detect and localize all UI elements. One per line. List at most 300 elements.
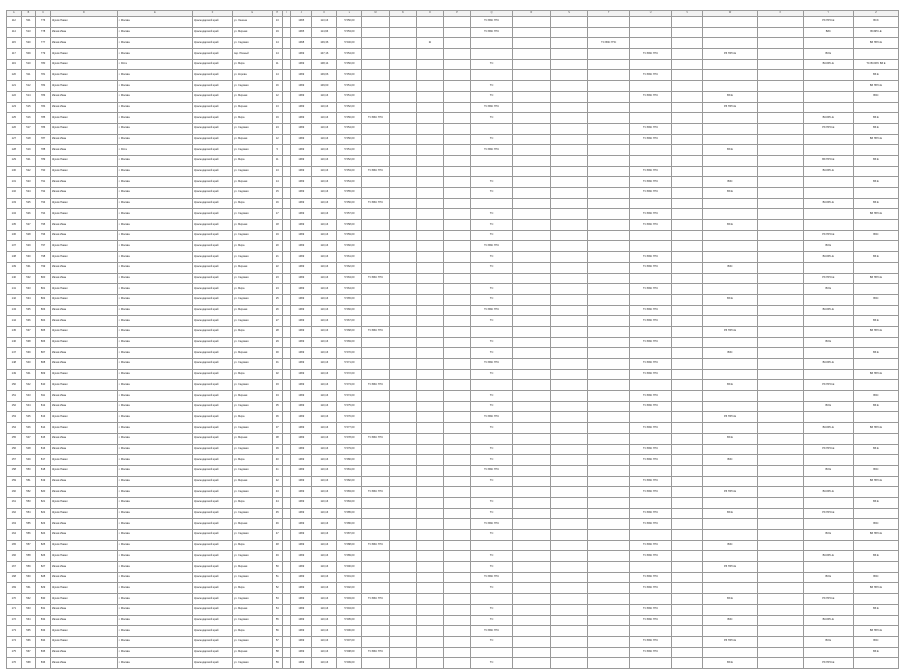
table-cell[interactable] [803,562,853,573]
table-cell[interactable] [444,220,471,231]
table-cell[interactable]: ул. Садовая [232,294,272,305]
table-cell[interactable]: 55 [272,615,282,626]
table-cell[interactable] [389,455,416,466]
table-cell[interactable] [362,252,389,263]
table-cell[interactable]: 798 [36,252,51,263]
table-cell[interactable]: 520 [21,38,36,49]
table-cell[interactable]: 776 [36,17,51,28]
table-cell[interactable] [703,604,757,615]
table-cell[interactable]: 5 591,00 [337,572,362,583]
table-cell[interactable]: 1969 [291,155,312,166]
table-cell[interactable]: Жуков Павел [50,17,117,28]
table-cell[interactable]: ТС ВЗС ГПС [630,166,672,177]
table-cell[interactable] [389,230,416,241]
table-cell[interactable]: ТС ВЗС ГПС [630,209,672,220]
table-cell[interactable] [803,497,853,508]
table-cell[interactable]: ВЗ ПРО-Е [853,81,898,92]
table-cell[interactable] [444,572,471,583]
table-cell[interactable]: 110,16 [312,145,337,156]
table-cell[interactable]: 162 [7,508,22,519]
table-cell[interactable] [389,17,416,28]
table-cell[interactable]: ул. Садовая [232,572,272,583]
table-cell[interactable] [389,615,416,626]
table-cell[interactable]: 121 [7,81,22,92]
table-cell[interactable]: 777 [36,38,51,49]
table-cell[interactable]: Краснодарский край [193,594,233,605]
table-cell[interactable] [283,305,291,316]
table-cell[interactable]: 45 [272,508,282,519]
table-cell[interactable] [588,27,630,38]
table-cell[interactable] [283,658,291,669]
table-cell[interactable] [853,262,898,273]
table-cell[interactable]: 1969 [291,241,312,252]
table-cell[interactable] [416,604,443,615]
table-cell[interactable]: ул. Ленина [232,17,272,28]
table-cell[interactable] [283,615,291,626]
table-cell[interactable] [588,465,630,476]
table-cell[interactable]: ВЗС [853,519,898,530]
table-cell[interactable]: 152 [7,401,22,412]
table-cell[interactable] [283,391,291,402]
table-cell[interactable]: ул. Мира [232,155,272,166]
table-cell[interactable]: ВЗС [853,465,898,476]
table-cell[interactable] [362,38,389,49]
table-cell[interactable]: ВЗ Е [703,220,757,231]
table-cell[interactable] [588,305,630,316]
table-cell[interactable]: 5 551,00 [337,91,362,102]
table-cell[interactable]: ТС ВЗС ГПС [471,145,513,156]
table-cell[interactable]: ТС [471,209,513,220]
table-cell[interactable]: 814 [36,423,51,434]
table-cell[interactable] [283,636,291,647]
table-cell[interactable]: 563 [21,604,36,615]
table-cell[interactable] [513,134,551,145]
table-cell[interactable] [416,337,443,348]
table-cell[interactable]: Ж [416,38,443,49]
table-cell[interactable]: ТС ВЗС ГПС [630,455,672,466]
table-cell[interactable] [444,70,471,81]
table-cell[interactable] [283,49,291,60]
table-cell[interactable]: ВСЗРС-Е [803,59,853,70]
table-cell[interactable] [444,91,471,102]
table-cell[interactable] [513,326,551,337]
table-cell[interactable]: 109,60 [312,81,337,92]
table-cell[interactable]: г. Москва [117,551,192,562]
table-cell[interactable]: 803 [36,305,51,316]
table-cell[interactable]: г. Москва [117,572,192,583]
table-cell[interactable] [588,134,630,145]
table-cell[interactable]: 1969 [291,497,312,508]
table-cell[interactable]: 5 554,00 [337,177,362,188]
table-cell[interactable] [444,145,471,156]
table-cell[interactable] [550,188,588,199]
table-cell[interactable]: 110,16 [312,305,337,316]
table-cell[interactable] [630,198,672,209]
table-cell[interactable]: ТС ВЗС ГПС [630,188,672,199]
table-cell[interactable] [853,284,898,295]
table-cell[interactable]: 811 [36,391,51,402]
table-cell[interactable] [630,326,672,337]
table-cell[interactable] [588,476,630,487]
table-cell[interactable] [671,465,702,476]
table-cell[interactable] [757,433,803,444]
table-cell[interactable] [513,562,551,573]
table-cell[interactable] [362,401,389,412]
table-cell[interactable]: ТС ВЗС ГПС [471,572,513,583]
table-cell[interactable] [416,369,443,380]
table-cell[interactable] [416,59,443,70]
table-cell[interactable] [703,444,757,455]
table-cell[interactable] [444,455,471,466]
table-cell[interactable]: 5 592,00 [337,583,362,594]
table-cell[interactable]: ВЗС [703,177,757,188]
table-cell[interactable]: 134 [7,209,22,220]
table-cell[interactable]: 164 [7,530,22,541]
table-cell[interactable] [513,177,551,188]
table-cell[interactable] [671,252,702,263]
table-cell[interactable] [588,455,630,466]
table-cell[interactable] [588,604,630,615]
table-cell[interactable]: Ивлев Иван [50,102,117,113]
table-cell[interactable]: 22 [272,262,282,273]
table-cell[interactable]: ВЗ Е [853,444,898,455]
table-cell[interactable]: 1969 [291,81,312,92]
table-cell[interactable] [588,241,630,252]
table-cell[interactable] [550,284,588,295]
table-cell[interactable] [757,316,803,327]
table-cell[interactable] [803,604,853,615]
table-cell[interactable] [389,284,416,295]
table-cell[interactable]: 5 599,00 [337,658,362,669]
table-cell[interactable]: РЗ ПРО-Е [803,508,853,519]
table-cell[interactable] [283,647,291,658]
table-cell[interactable]: ТС ВЗС ГПС [362,487,389,498]
table-cell[interactable] [703,519,757,530]
table-cell[interactable] [513,166,551,177]
column-header[interactable]: Q [471,11,513,17]
table-cell[interactable] [513,594,551,605]
table-cell[interactable] [283,123,291,134]
table-cell[interactable]: Жуков Павел [50,551,117,562]
table-cell[interactable] [416,252,443,263]
table-cell[interactable]: ВСЗРС-Е [853,27,898,38]
table-cell[interactable] [803,348,853,359]
table-cell[interactable]: 115 [7,38,22,49]
table-cell[interactable] [588,530,630,541]
table-cell[interactable] [703,230,757,241]
table-cell[interactable]: ТС ВЗС ГПС [630,572,672,583]
table-cell[interactable]: ТС [471,284,513,295]
table-cell[interactable]: Краснодарский край [193,220,233,231]
table-cell[interactable]: ВЗ Е [853,252,898,263]
table-cell[interactable]: 44 [272,497,282,508]
table-cell[interactable]: 545 [21,412,36,423]
table-cell[interactable] [471,433,513,444]
table-cell[interactable]: 521 [21,155,36,166]
table-cell[interactable]: ул. Мирная [232,476,272,487]
table-cell[interactable] [389,49,416,60]
table-cell[interactable] [671,38,702,49]
table-cell[interactable] [416,562,443,573]
table-cell[interactable]: Ивлев Иван [50,658,117,669]
table-cell[interactable]: Краснодарский край [193,209,233,220]
table-cell[interactable] [757,626,803,637]
table-cell[interactable] [550,497,588,508]
table-cell[interactable]: 144 [7,316,22,327]
table-cell[interactable]: ТС ВЗС ГПС [362,273,389,284]
table-cell[interactable] [803,81,853,92]
table-cell[interactable] [588,487,630,498]
table-cell[interactable]: 782 [36,81,51,92]
table-cell[interactable]: 525 [21,198,36,209]
table-cell[interactable] [550,551,588,562]
table-cell[interactable] [444,348,471,359]
table-cell[interactable] [444,177,471,188]
table-cell[interactable] [703,572,757,583]
table-cell[interactable]: 110,16 [312,583,337,594]
table-cell[interactable]: 791 [36,177,51,188]
table-cell[interactable]: ТС [471,369,513,380]
table-cell[interactable] [588,294,630,305]
table-cell[interactable] [588,220,630,231]
table-cell[interactable]: ТС [471,551,513,562]
table-cell[interactable] [283,220,291,231]
table-cell[interactable] [588,113,630,124]
table-cell[interactable] [550,369,588,380]
table-cell[interactable] [389,262,416,273]
table-cell[interactable]: г. Москва [117,252,192,263]
table-cell[interactable]: ТС ВЗС ГПС [630,359,672,370]
table-cell[interactable]: 804 [36,316,51,327]
table-cell[interactable] [389,91,416,102]
table-cell[interactable]: г. Москва [117,444,192,455]
table-cell[interactable] [416,423,443,434]
table-cell[interactable]: 117 [7,49,22,60]
table-cell[interactable]: 110,16 [312,262,337,273]
table-cell[interactable] [416,540,443,551]
table-cell[interactable]: ВЗ ПРО-Е [853,273,898,284]
table-cell[interactable]: ВСЗРС-Е [803,252,853,263]
table-cell[interactable]: 130 [7,166,22,177]
table-cell[interactable] [588,17,630,28]
table-cell[interactable]: Жуков Павел [50,241,117,252]
table-cell[interactable] [853,337,898,348]
table-cell[interactable]: 34 [272,391,282,402]
table-cell[interactable]: ул. Мира [232,583,272,594]
table-cell[interactable]: 5 553,00 [337,27,362,38]
table-cell[interactable]: 540 [21,359,36,370]
table-cell[interactable]: 1969 [291,134,312,145]
table-cell[interactable]: ВЗ Е [853,113,898,124]
table-cell[interactable] [550,476,588,487]
table-cell[interactable] [444,465,471,476]
table-cell[interactable]: 5 564,00 [337,284,362,295]
table-cell[interactable]: 5 586,00 [337,519,362,530]
table-cell[interactable]: 147 [7,348,22,359]
table-cell[interactable] [513,188,551,199]
table-cell[interactable] [444,123,471,134]
table-cell[interactable] [671,423,702,434]
table-cell[interactable]: ТС [471,658,513,669]
table-cell[interactable]: Ивлев Иван [50,230,117,241]
table-cell[interactable] [703,423,757,434]
table-cell[interactable]: 43 [272,487,282,498]
table-cell[interactable] [283,134,291,145]
table-cell[interactable]: ВЗ Е [853,551,898,562]
table-cell[interactable] [703,241,757,252]
table-cell[interactable] [513,604,551,615]
table-cell[interactable]: 5 569,00 [337,337,362,348]
table-cell[interactable] [588,337,630,348]
table-cell[interactable]: 110,16 [312,326,337,337]
table-cell[interactable] [389,369,416,380]
table-cell[interactable]: 17 [272,209,282,220]
table-cell[interactable]: 797 [36,241,51,252]
table-cell[interactable]: 114,96 [312,27,337,38]
table-cell[interactable]: 816 [36,444,51,455]
table-cell[interactable]: 820 [36,487,51,498]
table-cell[interactable] [444,134,471,145]
table-cell[interactable]: Краснодарский край [193,177,233,188]
table-cell[interactable]: ВЗ Е [703,380,757,391]
table-cell[interactable]: 5 595,00 [337,615,362,626]
table-cell[interactable]: 828 [36,572,51,583]
table-cell[interactable] [416,230,443,241]
table-cell[interactable] [671,102,702,113]
table-cell[interactable]: 554 [21,508,36,519]
column-header[interactable]: U [630,11,672,17]
table-cell[interactable]: ВСЗРС-Е [803,551,853,562]
table-cell[interactable] [757,166,803,177]
table-cell[interactable]: 42 [272,476,282,487]
table-cell[interactable]: 1969 [291,519,312,530]
table-cell[interactable] [757,284,803,295]
table-cell[interactable] [513,113,551,124]
table-cell[interactable] [671,27,702,38]
table-cell[interactable] [513,401,551,412]
table-cell[interactable] [513,540,551,551]
table-cell[interactable] [362,230,389,241]
table-cell[interactable] [416,145,443,156]
table-cell[interactable]: 557 [21,540,36,551]
table-cell[interactable] [550,433,588,444]
table-cell[interactable] [588,508,630,519]
table-cell[interactable] [389,626,416,637]
table-cell[interactable]: г. Москва [117,38,192,49]
table-cell[interactable] [853,412,898,423]
table-cell[interactable] [757,188,803,199]
table-cell[interactable] [703,70,757,81]
table-cell[interactable]: ул. Садовая [232,551,272,562]
table-cell[interactable] [588,412,630,423]
table-cell[interactable] [588,198,630,209]
table-cell[interactable]: 779 [36,49,51,60]
table-cell[interactable] [389,155,416,166]
table-cell[interactable] [416,626,443,637]
table-cell[interactable]: ТС ВЗС ГПС [630,337,672,348]
table-cell[interactable]: РЗ ПРО-Е [703,412,757,423]
table-cell[interactable]: Жуков Павел [50,198,117,209]
table-cell[interactable]: ТС [471,220,513,231]
table-cell[interactable] [471,166,513,177]
table-cell[interactable]: 510 [21,59,36,70]
table-cell[interactable] [757,540,803,551]
table-cell[interactable] [550,27,588,38]
table-cell[interactable]: г. Москва [117,658,192,669]
table-cell[interactable]: ул. Садовая [232,423,272,434]
table-cell[interactable]: 825 [36,540,51,551]
table-cell[interactable] [550,562,588,573]
table-cell[interactable] [588,316,630,327]
table-cell[interactable] [444,647,471,658]
table-cell[interactable]: 110,16 [312,166,337,177]
table-cell[interactable] [513,369,551,380]
table-cell[interactable] [550,81,588,92]
table-cell[interactable]: 110,16 [312,615,337,626]
table-cell[interactable] [803,220,853,231]
table-cell[interactable]: 110,16 [312,562,337,573]
table-cell[interactable] [757,615,803,626]
table-cell[interactable] [283,572,291,583]
table-cell[interactable] [853,49,898,60]
column-header[interactable]: P [444,11,471,17]
table-cell[interactable]: 561 [21,583,36,594]
table-cell[interactable] [416,583,443,594]
table-cell[interactable] [513,316,551,327]
table-cell[interactable] [853,562,898,573]
table-cell[interactable] [630,497,672,508]
table-cell[interactable]: ВСЗ [853,17,898,28]
table-cell[interactable]: 1969 [291,380,312,391]
table-cell[interactable] [362,636,389,647]
table-cell[interactable]: г. Москва [117,647,192,658]
table-cell[interactable] [853,166,898,177]
table-cell[interactable]: ВЗ Е [853,198,898,209]
table-cell[interactable]: ТС [471,252,513,263]
table-cell[interactable]: 146 [7,337,22,348]
table-cell[interactable]: Жуков Павел [50,380,117,391]
table-cell[interactable]: 110,16 [312,658,337,669]
table-cell[interactable]: 1969 [291,284,312,295]
table-cell[interactable] [671,530,702,541]
column-header[interactable]: M [362,11,389,17]
table-cell[interactable]: 829 [36,583,51,594]
table-cell[interactable]: ул. Садовая [232,594,272,605]
table-cell[interactable] [757,230,803,241]
table-cell[interactable]: 819 [36,476,51,487]
table-cell[interactable]: 550 [21,465,36,476]
table-cell[interactable]: 32 [272,369,282,380]
table-cell[interactable]: ВЗ ПРО-Е [853,626,898,637]
table-cell[interactable] [550,530,588,541]
table-cell[interactable] [513,294,551,305]
table-cell[interactable] [588,359,630,370]
table-cell[interactable] [513,284,551,295]
table-cell[interactable]: Краснодарский край [193,27,233,38]
table-cell[interactable] [550,91,588,102]
table-cell[interactable] [362,134,389,145]
table-cell[interactable] [703,284,757,295]
table-cell[interactable]: ул. Садовая [232,145,272,156]
table-cell[interactable]: 5 587,00 [337,530,362,541]
table-cell[interactable]: 132 [7,188,22,199]
table-cell[interactable] [444,487,471,498]
table-cell[interactable] [513,583,551,594]
table-cell[interactable] [513,519,551,530]
table-cell[interactable] [389,412,416,423]
table-cell[interactable] [757,17,803,28]
table-cell[interactable]: ТС ВЗС ГПС [630,519,672,530]
